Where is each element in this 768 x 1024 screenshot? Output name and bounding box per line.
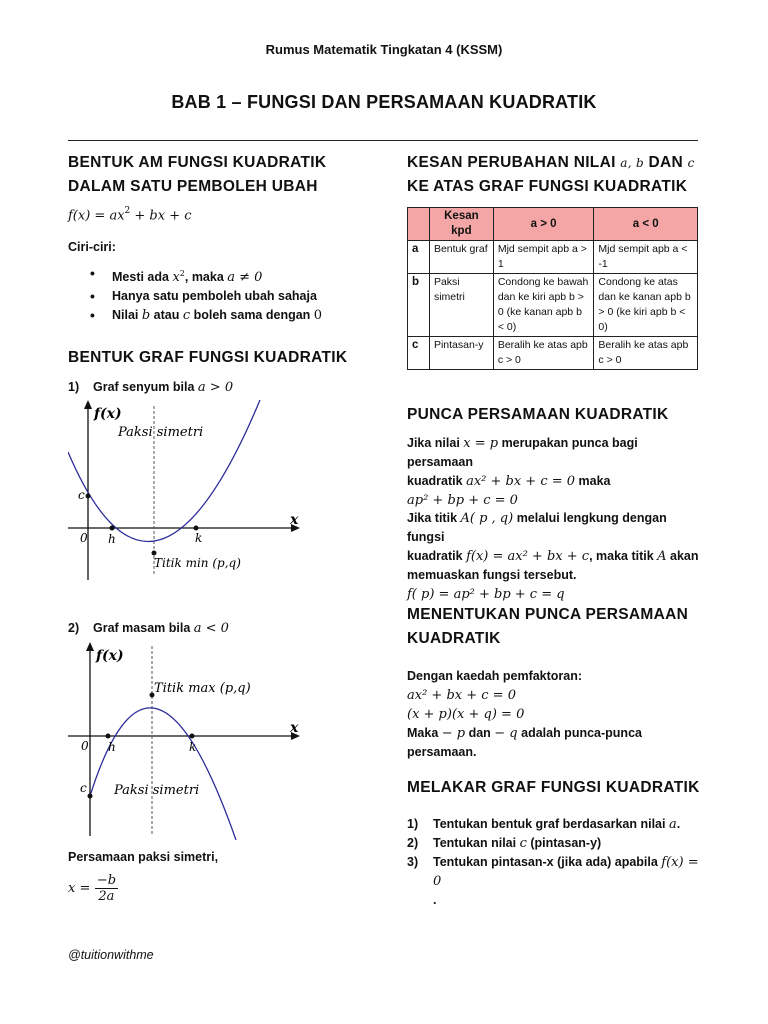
list-item: • Mesti ada $x^2$, maka a ≠ 0	[88, 264, 388, 287]
heading-line: KE ATAS GRAF FUNGSI KUADRATIK	[407, 178, 688, 195]
section-heading-general-form	[68, 151, 326, 199]
heading-line: DALAM SATU PEMBOLEH UBAH	[68, 178, 318, 195]
factorisation-block: Dengan kaedah pemfaktoran: ax² + bx + c = 0 (x + p)(x + q) = 0 Maka − p dan − q adalah punca-punca persamaan.	[407, 669, 642, 759]
k-root-point	[194, 526, 199, 531]
h-label: h	[108, 532, 116, 546]
table-cell: Beralih ke atas apb c > 0	[493, 337, 594, 370]
axis-equation	[68, 873, 118, 904]
y-axis-arrow	[84, 400, 92, 409]
section-heading-graph-shape: BENTUK GRAF FUNGSI KUADRATIK	[68, 349, 348, 366]
axis-equation-label: Persamaan paksi simetri,	[68, 850, 219, 864]
list-item: .	[433, 893, 437, 907]
list-item: • Hanya satu pemboleh ubah sahaja	[88, 287, 388, 306]
section-heading-finding-roots	[407, 603, 688, 651]
table-cell: Condong ke atas dan ke kanan apb b > 0 (ke kiri apb b < 0)	[594, 274, 698, 337]
parabola-curve	[90, 708, 236, 840]
equation-lhs: f(x) = ax	[68, 208, 125, 224]
general-form-equation: $f(x) = ax^2$ + bx + c	[68, 206, 192, 224]
h-root-point	[110, 526, 115, 531]
c-intercept-point	[86, 494, 91, 499]
sketch-steps-list	[407, 815, 707, 910]
table-cell: Mjd sempit apb a < -1	[594, 241, 698, 274]
document-subtitle: Rumus Matematik Tingkatan 4 (KSSM)	[265, 42, 503, 57]
graph2-caption: 2) Graf masam bila a < 0	[68, 621, 229, 636]
list-item: 1) Tentukan bentuk graf berdasarkan nilai a.	[407, 817, 681, 832]
heading-line: KUADRATIK	[407, 630, 501, 647]
vertex-label: Titik max (p,q)	[154, 681, 251, 696]
equation-rhs: + bx + c	[130, 208, 192, 224]
roots-paragraph-1: Jika nilai x = p merupakan punca bagi persamaan kuadratik ax² + bx + c = 0 maka ap² + bp + c = 0	[407, 436, 638, 508]
table-cell: Condong ke bawah dan ke kiri apb b > 0 (ke kanan apb b < 0)	[493, 274, 594, 337]
fraction: $\frac{-b}{2a}$	[96, 873, 117, 904]
c-label: c	[80, 781, 87, 795]
graph-smile	[68, 400, 308, 590]
symmetry-axis-label: Paksi simetri	[114, 783, 200, 798]
roots-paragraph-2: Jika titik A( p , q) melalui lengkung dengan fungsi kuadratik f(x) = ax² + bx + c, maka titik A akan memuaskan fungsi tersebut. f( p) = ap² + bp + c = q	[407, 511, 699, 602]
graph-frown	[68, 642, 308, 840]
x-label: x	[290, 512, 299, 528]
table-row	[408, 337, 698, 370]
c-label: c	[78, 488, 85, 502]
graph1-caption: 1) Graf senyum bila a > 0	[68, 380, 234, 395]
x-label: x	[290, 720, 299, 736]
table-cell: b	[408, 274, 430, 337]
chapter-title: BAB 1 – FUNGSI DAN PERSAMAAN KUADRATIK	[171, 92, 597, 112]
fx-label: f(x)	[94, 406, 122, 422]
heading-line: KESAN PERUBAHAN NILAI a, b DAN c	[407, 154, 695, 171]
table-cell: Bentuk graf	[429, 241, 493, 274]
table-cell: a	[408, 241, 430, 274]
table-cell: Beralih ke atas apb c > 0	[594, 337, 698, 370]
origin-label: 0	[81, 739, 89, 753]
table-cell: Paksi simetri	[429, 274, 493, 337]
c-intercept-point	[88, 794, 93, 799]
y-axis-arrow	[86, 642, 94, 651]
table-row	[408, 274, 698, 337]
list-item: 3) Tentukan pintasan-x (jika ada) apabila f(x) = 0	[407, 855, 699, 889]
symmetry-axis-label: Paksi simetri	[118, 425, 204, 440]
vertex-point	[152, 551, 157, 556]
k-label: k	[195, 531, 203, 545]
title-divider	[68, 140, 698, 141]
table-header	[408, 208, 430, 241]
h-label: h	[108, 740, 116, 754]
vertex-label: Titik min (p,q)	[154, 556, 241, 570]
table-header: a < 0	[594, 208, 698, 241]
features-label: Ciri-ciri:	[68, 240, 116, 254]
table-header: Kesan kpd	[429, 208, 493, 241]
features-list	[88, 264, 388, 325]
section-heading-sketching: MELAKAR GRAF FUNGSI KUADRATIK	[407, 779, 700, 796]
list-item: • Nilai b atau c boleh sama dengan 0	[88, 306, 388, 325]
heading-line: MENENTUKAN PUNCA PERSAMAAN	[407, 606, 689, 623]
table-header: a > 0	[493, 208, 594, 241]
table-cell: Pintasan-y	[429, 337, 493, 370]
heading-line: BENTUK AM FUNGSI KUADRATIK	[68, 154, 327, 171]
k-label: k	[189, 740, 197, 754]
equation-lhs: x =	[68, 881, 91, 896]
footer-handle: @tuitionwithme	[68, 948, 154, 962]
section-heading-roots: PUNCA PERSAMAAN KUADRATIK	[407, 406, 669, 423]
table-cell: c	[408, 337, 430, 370]
table-cell: Mjd sempit apb a > 1	[493, 241, 594, 274]
origin-label: 0	[80, 531, 88, 545]
list-item: 2) Tentukan nilai c (pintasan-y)	[407, 836, 602, 851]
k-root-point	[190, 734, 195, 739]
section-heading-effects	[407, 151, 695, 199]
table-header-row	[408, 208, 698, 241]
effects-table	[407, 207, 698, 370]
fx-label: f(x)	[96, 648, 124, 664]
h-root-point	[106, 734, 111, 739]
table-row	[408, 241, 698, 274]
